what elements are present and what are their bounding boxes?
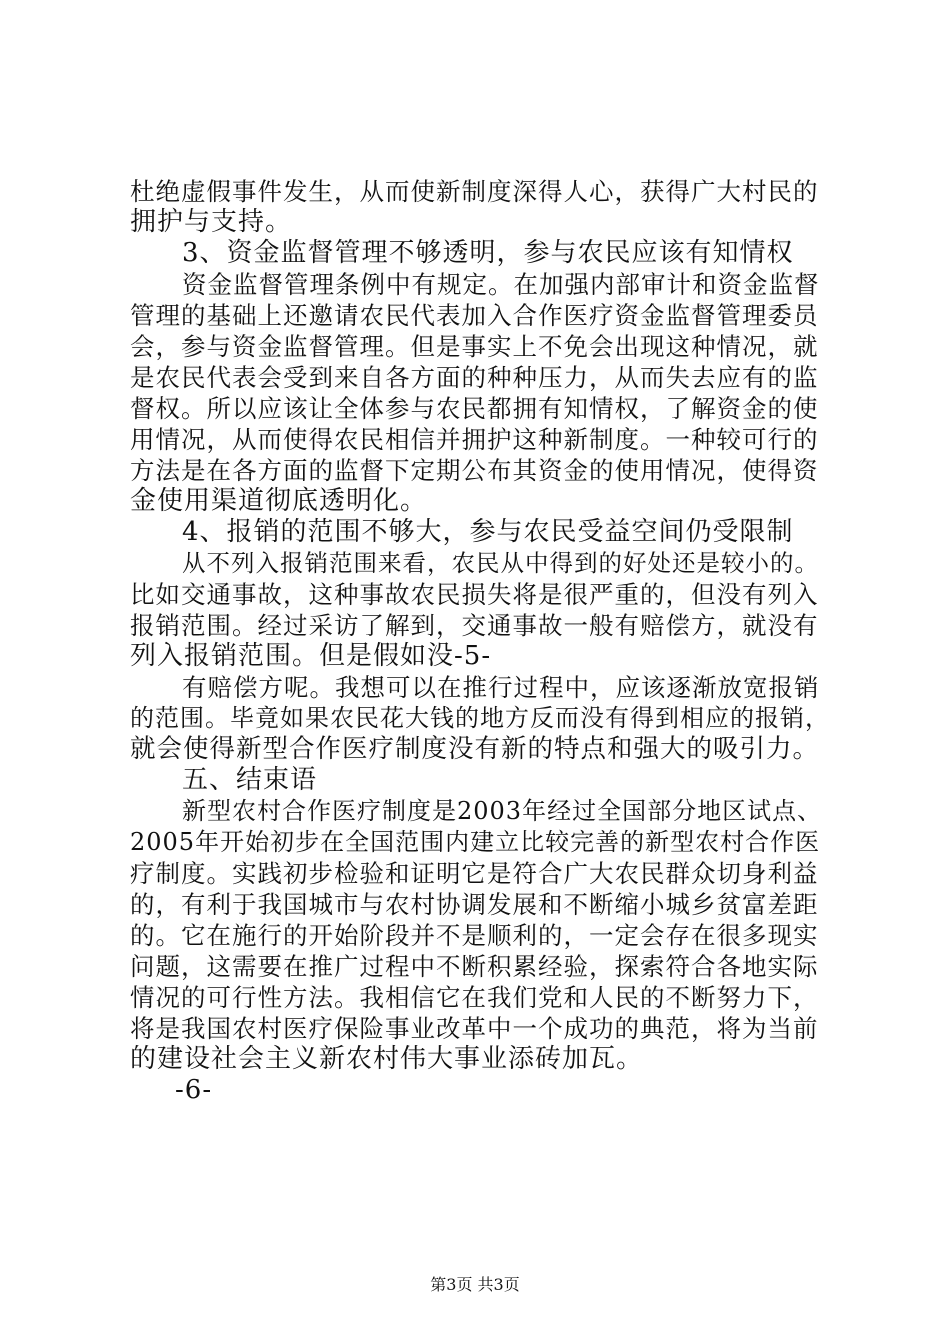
text-line: 金使用渠道彻底透明化。 [130,486,428,516]
section-heading: 3、资金监督管理不够透明，参与农民应该有知情权 [182,238,794,268]
text-line: 的建设社会主义新农村伟大事业添砖加瓦。 [130,1044,644,1074]
text-line: 从不列入报销范围来看，农民从中得到的好处还是较小的。 [182,549,819,577]
text-line: 的。它在施行的开始阶段并不是顺利的，一定会存在很多现实 [130,921,819,950]
text-line: 疗制度。实践初步检验和证明它是符合广大农民群众切身利益 [130,859,819,888]
text-line: 资金监督管理条例中有规定。在加强内部审计和资金监督 [182,270,820,299]
section-heading: 4、报销的范围不够大，参与农民受益空间仍受限制 [182,517,794,547]
text-line: 有赔偿方呢。我想可以在推行过程中，应该逐渐放宽报销 [182,673,820,702]
text-line: 的范围。毕竟如果农民花大钱的地方反而没有得到相应的报销， [130,704,830,732]
page-footer: 第3页 共3页 [430,1275,520,1294]
text-line: 新型农村合作医疗制度是2003年经过全国部分地区试点、 [182,797,823,825]
text-line: 督权。所以应该让全体参与农民都拥有知情权，了解资金的使 [130,394,819,423]
text-line: 的，有利于我国城市与农村协调发展和不断缩小城乡贫富差距 [130,890,819,919]
text-line: 比如交通事故，这种事故农民损失将是很严重的，但没有列入 [130,580,819,609]
text-line: 报销范围。经过采访了解到，交通事故一般有赔偿方，就没有 [130,611,819,640]
text-line: 2005年开始初步在全国范围内建立比较完善的新型农村合作医 [130,828,821,856]
text-line: 杜绝虚假事件发生，从而使新制度深得人心，获得广大村民的 [130,177,819,206]
text-line: 将是我国农村医疗保险事业改革中一个成功的典范，将为当前 [130,1014,819,1043]
text-line: 就会使得新型合作医疗制度没有新的特点和强大的吸引力。 [130,734,820,764]
text-line: 用情况，从而使得农民相信并拥护这种新制度。一种较可行的 [130,425,819,454]
text-line: 会，参与资金监督管理。但是事实上不免会出现这种情况，就 [130,332,819,361]
text-line: 拥护与支持。 [130,207,293,237]
section-heading: 五、结束语 [182,765,318,795]
text-line: 是农民代表会受到来自各方面的种种压力，从而失去应有的监 [130,363,819,392]
text-line: 管理的基础上还邀请农民代表加入合作医疗资金监督管理委员 [130,301,819,330]
page-number-marker: -6- [175,1075,213,1105]
text-line: 方法是在各方面的监督下定期公布其资金的使用情况，使得资 [130,456,819,485]
text-line: 问题，这需要在推广过程中不断积累经验，探索符合各地实际 [130,952,819,981]
text-line: 情况的可行性方法。我相信它在我们党和人民的不断努力下， [130,983,819,1012]
text-line: 列入报销范围。但是假如没-5- [130,641,492,671]
